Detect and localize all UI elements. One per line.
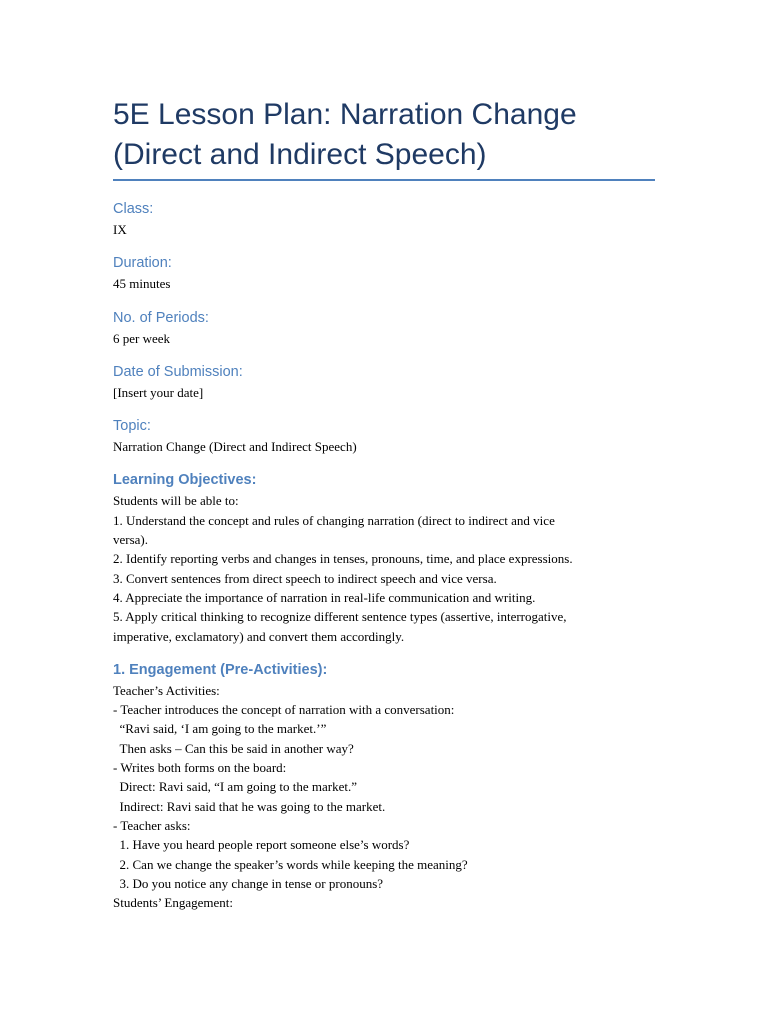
engagement-line: - Writes both forms on the board:: [113, 760, 287, 776]
engagement-line: Students’ Engagement:: [113, 895, 233, 911]
objective-line: 3. Convert sentences from direct speech to indirect speech and vice versa.: [113, 570, 497, 586]
engagement-line: 3. Do you notice any change in tense or pronouns?: [113, 875, 384, 891]
periods-section: [113, 307, 673, 348]
title-line-1: 5E Lesson Plan: Narration Change: [113, 98, 577, 131]
engagement-line: Then asks – Can this be said in another way?: [113, 740, 354, 756]
engagement-line: Direct: Ravi said, “I am going to the market.”: [113, 779, 358, 795]
title-divider: [113, 179, 655, 181]
engagement-section: [113, 659, 673, 913]
engagement-line: - Teacher introduces the concept of narration with a conversation:: [113, 702, 455, 718]
submission-value: [Insert your date]: [113, 384, 204, 400]
duration-value: 45 minutes: [113, 276, 171, 292]
periods-heading: No. of Periods:: [113, 309, 209, 326]
engagement-line: “Ravi said, ‘I am going to the market.’”: [113, 721, 327, 737]
engagement-line: Teacher’s Activities:: [113, 682, 220, 698]
class-value: IX: [113, 222, 127, 237]
topic-value: Narration Change (Direct and Indirect Speech): [113, 439, 357, 455]
document-body: [113, 198, 673, 925]
topic-heading: Topic:: [113, 418, 151, 435]
title-line-2: (Direct and Indirect Speech): [113, 138, 487, 171]
engagement-line: 2. Can we change the speaker’s words while keeping the meaning?: [113, 856, 468, 872]
topic-section: [113, 415, 673, 456]
objectives-section: [113, 469, 673, 645]
duration-heading: Duration:: [113, 255, 172, 272]
objective-line: versa).: [113, 532, 149, 548]
duration-section: [113, 252, 673, 293]
submission-section: [113, 361, 673, 402]
objective-line: 5. Apply critical thinking to recognize different sentence types (assertive, interrogative,: [113, 609, 567, 625]
objective-line: Students will be able to:: [113, 493, 239, 509]
engagement-line: Indirect: Ravi said that he was going to the market.: [113, 798, 386, 814]
engagement-heading: 1. Engagement (Pre-Activities):: [113, 661, 328, 678]
objectives-heading: Learning Objectives:: [113, 472, 257, 489]
page-title: [113, 95, 673, 175]
submission-heading: Date of Submission:: [113, 363, 243, 380]
objective-line: 4. Appreciate the importance of narration in real-life communication and writing.: [113, 589, 536, 605]
class-section: [113, 198, 673, 239]
periods-value: 6 per week: [113, 330, 171, 346]
class-heading: Class:: [113, 201, 154, 217]
engagement-line: - Teacher asks:: [113, 817, 191, 833]
objective-line: imperative, exclamatory) and convert them accordingly.: [113, 628, 405, 644]
objective-line: 1. Understand the concept and rules of changing narration (direct to indirect and vice: [113, 512, 555, 528]
objective-line: 2. Identify reporting verbs and changes in tenses, pronouns, time, and place expressions.: [113, 551, 573, 567]
engagement-line: 1. Have you heard people report someone else’s words?: [113, 837, 410, 853]
